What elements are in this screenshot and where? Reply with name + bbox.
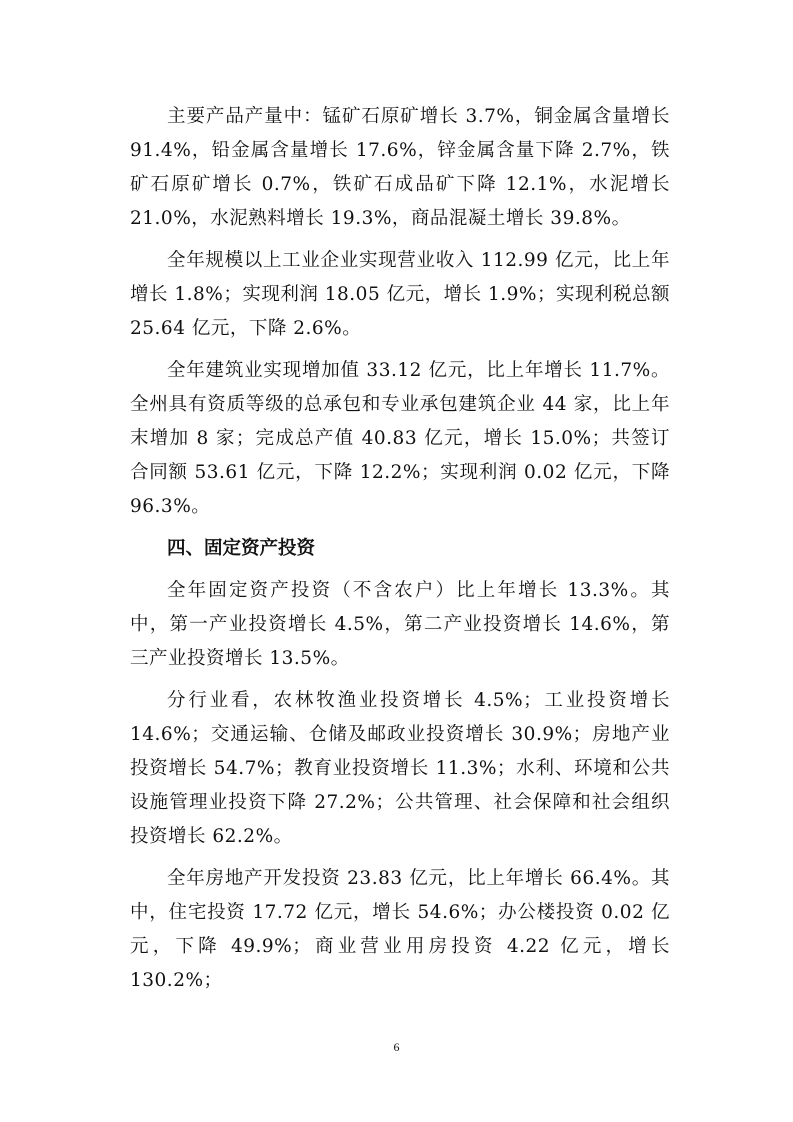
paragraph-fixed-asset-investment: 全年固定资产投资（不含农户）比上年增长 13.3%。其中，第一产业投资增长 4.5%，第二产业投资增长 14.6%，第三产业投资增长 13.5%。 bbox=[130, 580, 670, 669]
page-number: 6 bbox=[393, 1040, 400, 1054]
paragraph-product-output: 主要产品产量中：锰矿石原矿增长 3.7%，铜金属含量增长 91.4%，铅金属含量增长 17.6%，锌金属含量下降 2.7%，铁矿石原矿增长 0.7%，铁矿石成品矿下降 12.1%，水泥增长 21.0%，水泥熟料增长 19.3%，商品混凝土增长 39.8%。 bbox=[130, 106, 670, 229]
section-heading-fixed-asset-investment: 四、固定资产投资 bbox=[167, 538, 316, 559]
document-page bbox=[130, 100, 670, 1006]
paragraph-construction: 全年建筑业实现增加值 33.12 亿元，比上年增长 11.7%。全州具有资质等级的总承包和专业承包建筑企业 44 家，比上年末增加 8 家；完成总产值 40.83 亿元，增长 15.0%；共签订合同额 53.61 亿元，下降 12.2%；实现利润 0.02 亿元，下降 96.3%。 bbox=[130, 360, 670, 517]
paragraph-investment-by-industry: 分行业看，农林牧渔业投资增长 4.5%；工业投资增长 14.6%；交通运输、仓储及邮政业投资增长 30.9%；房地产业投资增长 54.7%；教育业投资增长 11.3%；水利、环境和公共设施管理业投资下降 27.2%；公共管理、社会保障和社会组织投资增长 62.2%。 bbox=[130, 690, 670, 847]
paragraph-real-estate-investment: 全年房地产开发投资 23.83 亿元，比上年增长 66.4%。其中，住宅投资 17.72 亿元，增长 54.6%；办公楼投资 0.02 亿元，下降 49.9%；商业营业用房投资 4.22 亿元，增长 130.2%； bbox=[130, 868, 670, 991]
paragraph-industrial-revenue: 全年规模以上工业企业实现营业收入 112.99 亿元，比上年增长 1.8%；实现利润 18.05 亿元，增长 1.9%；实现利税总额 25.64 亿元，下降 2.6%。 bbox=[130, 250, 670, 339]
